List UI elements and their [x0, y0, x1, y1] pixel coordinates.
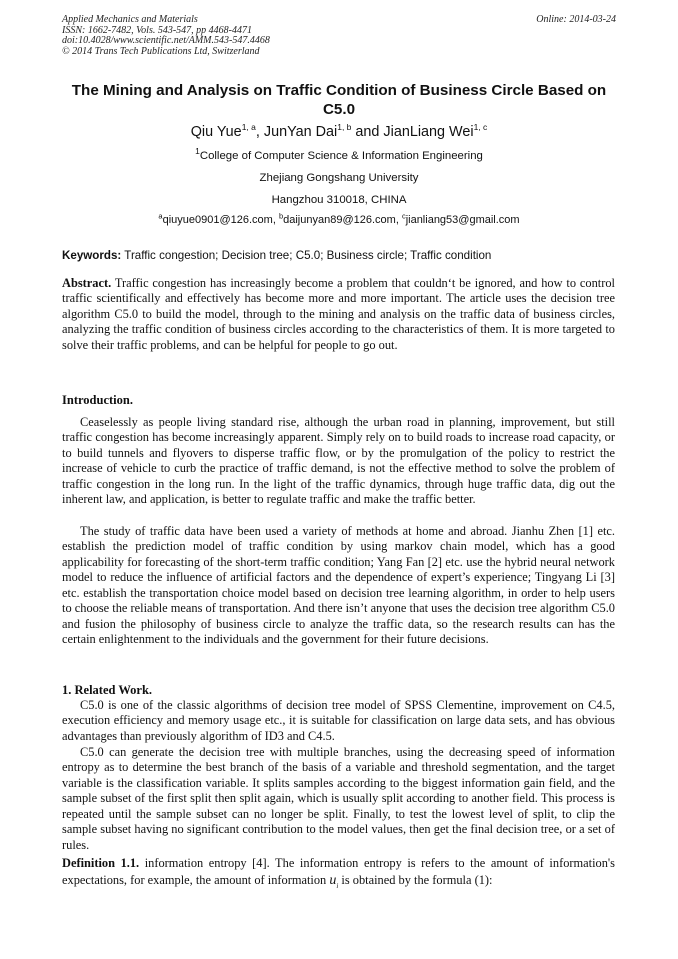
definition-label: Definition 1.1.: [62, 856, 140, 870]
related-paragraph-1: C5.0 is one of the classic algorithms of decision tree model of SPSS Clementine, improvement on C4.5, execution efficiency and memory usage etc., it is suitable for classification on large data sets, and has obvious advantages than previously algorithm of ID3 and C4.5.: [62, 698, 615, 743]
math-u: u: [329, 873, 337, 888]
author-name: JunYan Dai: [263, 124, 338, 140]
affiliation-sup: 1: [195, 146, 200, 157]
online-date-header: [536, 15, 616, 26]
author-name: Qiu Yue: [190, 124, 242, 140]
author-affil-sup: 1, a: [241, 122, 256, 133]
affiliation-line-1: [62, 146, 616, 163]
email-address: daijunyan89@126.com: [283, 214, 396, 226]
abstract-label: Abstract.: [62, 276, 112, 290]
definition-text: information entropy [4]. The information entropy is refers to the amount of information's expectations, for example, the amount of information: [62, 856, 615, 887]
math-u-subscript: i: [336, 881, 339, 890]
intro-paragraph-1: Ceaselessly as people living standard rise, although the urban road in planning, improvement, but still traffic congestion has become increasingly apparent. Simply rely on to build roads to increase road capacity, or to build tunnels and flyovers to disperse traffic flow, or by the promulgation of the policy to restrict the increase of vehicle to curb the practice of traffic demand, is not the effective method to solve the problem of traffic congestion in the long run. In the light of the traffic dynamics, through huge traffic data, dig out the inherent law, and application, is better to regulate traffic and make the traffic better.: [62, 415, 615, 507]
journal-header: [62, 15, 270, 57]
keywords-label: Keywords:: [62, 249, 122, 262]
intro-heading: Introduction.: [62, 393, 133, 407]
author-list: [62, 123, 616, 141]
author-name: JianLiang Wei: [383, 124, 474, 140]
keywords: [62, 248, 616, 263]
related-work-heading: 1. Related Work.: [62, 683, 153, 697]
journal-name: Applied Mechanics and Materials: [62, 14, 198, 25]
math-variable-u: [329, 873, 338, 888]
author-separator: ,: [255, 124, 264, 140]
affiliation-dept: College of Computer Science & Information Engineering: [199, 150, 483, 162]
issn-line: ISSN: 1662-7482, Vols. 543-547, pp 4468-4471: [62, 24, 252, 36]
email-list: $^a$qiuyue0901@126.com, $^b$daijunyan89@126.com, $^c$jianliang53@gmail.com: [158, 211, 520, 226]
doi-line: doi:10.4028/www.scientific.net/AMM.543-547.4468: [62, 35, 270, 46]
paper-title: The Mining and Analysis on Traffic Condition of Business Circle Based on C5.0: [71, 82, 607, 118]
related-paragraph-2: C5.0 can generate the decision tree with multiple branches, using the decreasing speed of information entropy as to determine the best branch of the basis of a variable and threshold segmentation, and the target variable is the classification variable. It splits samples according to the biggest information gain field, and the sample subset of the first split then split again, which is usually split according to another field. This process is repeated until the sample subset can no longer be split. Finally, to test the lowest level of split, to clip the sample subset having no significant contribution to the model values, then get the final decision tree, or a set of rules.: [62, 745, 615, 852]
online-date: Online: 2014-03-24: [536, 14, 616, 25]
affiliation-university: Zhejiang Gongshang University: [259, 172, 419, 184]
author-affil-sup: 1, c: [473, 122, 488, 133]
email-sup: c: [401, 211, 406, 221]
email-address: qiuyue0901@126.com: [162, 214, 273, 226]
email-sup: b: [278, 211, 284, 221]
definition-1-1: [62, 855, 615, 889]
intro-paragraph-2: The study of traffic data have been used a variety of methods at home and abroad. Jianhu Zhen [1] etc. establish the prediction model of traffic condition by using markov chain model, which has a good applicability for forecasting of the short-term traffic condition; Yang Fan [2] etc. use the hybrid neural network model to reduce the influence of artificial factors and the dependence of expert’s experience; Tingyang Li [3] etc. establish the transportation choice model based on decision tree learning algorithm, in order to help users to choose the reliable means of transportation. And there isn’t anyone that uses the decision tree algorithm C5.0 and fusion the philosophy of business circle to analyze the traffic data, so the research results can has the certain enlightenment to the individuals and the government for their future decisions.: [62, 524, 615, 647]
keywords-text: Traffic congestion; Decision tree; C5.0; Business circle; Traffic condition: [121, 249, 492, 262]
affiliation-address: Hangzhou 310018, CHINA: [271, 194, 407, 206]
definition-text-after: is obtained by the formula (1):: [338, 873, 493, 887]
author-affil-sup: 1, b: [337, 122, 352, 133]
email-sup: a: [158, 211, 163, 221]
abstract-text: Traffic congestion has increasingly become a problem that couldn‘t be ignored, and how to control traffic scientifically and effectively has become more and more important. The article uses the decision tree algorithm C5.0 to build the model, through to the mining and analysis on the traffic data of business circles, analyzing the traffic condition of business circles according to the characteristics of them. It is more targeted to solve their traffic problems, and can be helpful for people to go out.: [62, 276, 615, 352]
author-and: and: [351, 124, 384, 140]
copyright-line: © 2014 Trans Tech Publications Ltd, Switzerland: [62, 45, 260, 57]
email-address: jianliang53@gmail.com: [405, 214, 520, 226]
abstract: [62, 276, 615, 353]
